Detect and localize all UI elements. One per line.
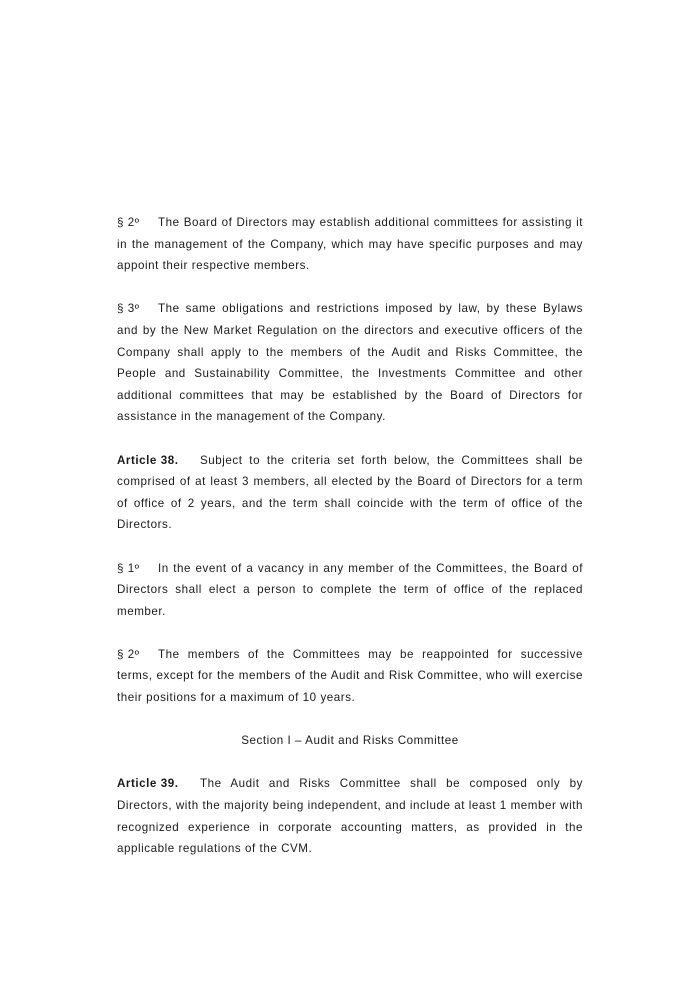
paragraph-text: The members of the Committees may be reappointed for successive terms, except for the members of the Audit and Risk Committee, who will exercise their positions for a maximum of 10 years.: [117, 647, 583, 705]
paragraph-text: The same obligations and restrictions imposed by law, by these Bylaws and by the New Market Regulation on the directors and executive officers of the Company shall apply to the members of the Audit and Risks Committee, the People and Sustainability Committee, the Investments Committee and other additional committees that may be established by the Board of Directors for assistance in the management of the Company.: [117, 302, 583, 424]
paragraph-section-3-obligations: [117, 298, 583, 428]
article-38: [117, 450, 583, 536]
paragraph-text: The Audit and Risks Committee shall be composed only by Directors, with the majority being independent, and include at least 1 member with recognized experience in corporate accounting matters, as provided in the applicable regulations of the CVM.: [117, 777, 583, 856]
paragraph-section-2-reappointment: [117, 644, 583, 709]
paragraph-label: § 2º: [117, 647, 140, 661]
section-heading: Section I – Audit and Risks Committee: [241, 734, 459, 748]
paragraph-section-1-vacancy: [117, 558, 583, 623]
paragraph-section-2-additional-committees: [117, 212, 583, 277]
paragraph-label: § 2º: [117, 216, 140, 229]
article-39: [117, 773, 583, 859]
paragraph-text: In the event of a vacancy in any member of the Committees, the Board of Directors shall elect a person to complete the term of office of the replaced member.: [117, 561, 583, 618]
paragraph-text: Subject to the criteria set forth below, the Committees shall be comprised of at least 3 members, all elected by the Board of Directors for a term of office of 2 years, and the term shall coincide with the term of office of the Directors.: [117, 453, 583, 532]
paragraph-label: § 3º: [117, 302, 140, 316]
document-body: [117, 212, 583, 881]
article-heading: Article 39.: [117, 777, 179, 791]
article-heading: Article 38.: [117, 453, 179, 467]
paragraph-text: The Board of Directors may establish additional committees for assisting it in the management of the Company, which may have specific purposes and may appoint their respective members.: [117, 216, 583, 273]
paragraph-label: § 1º: [117, 561, 140, 575]
